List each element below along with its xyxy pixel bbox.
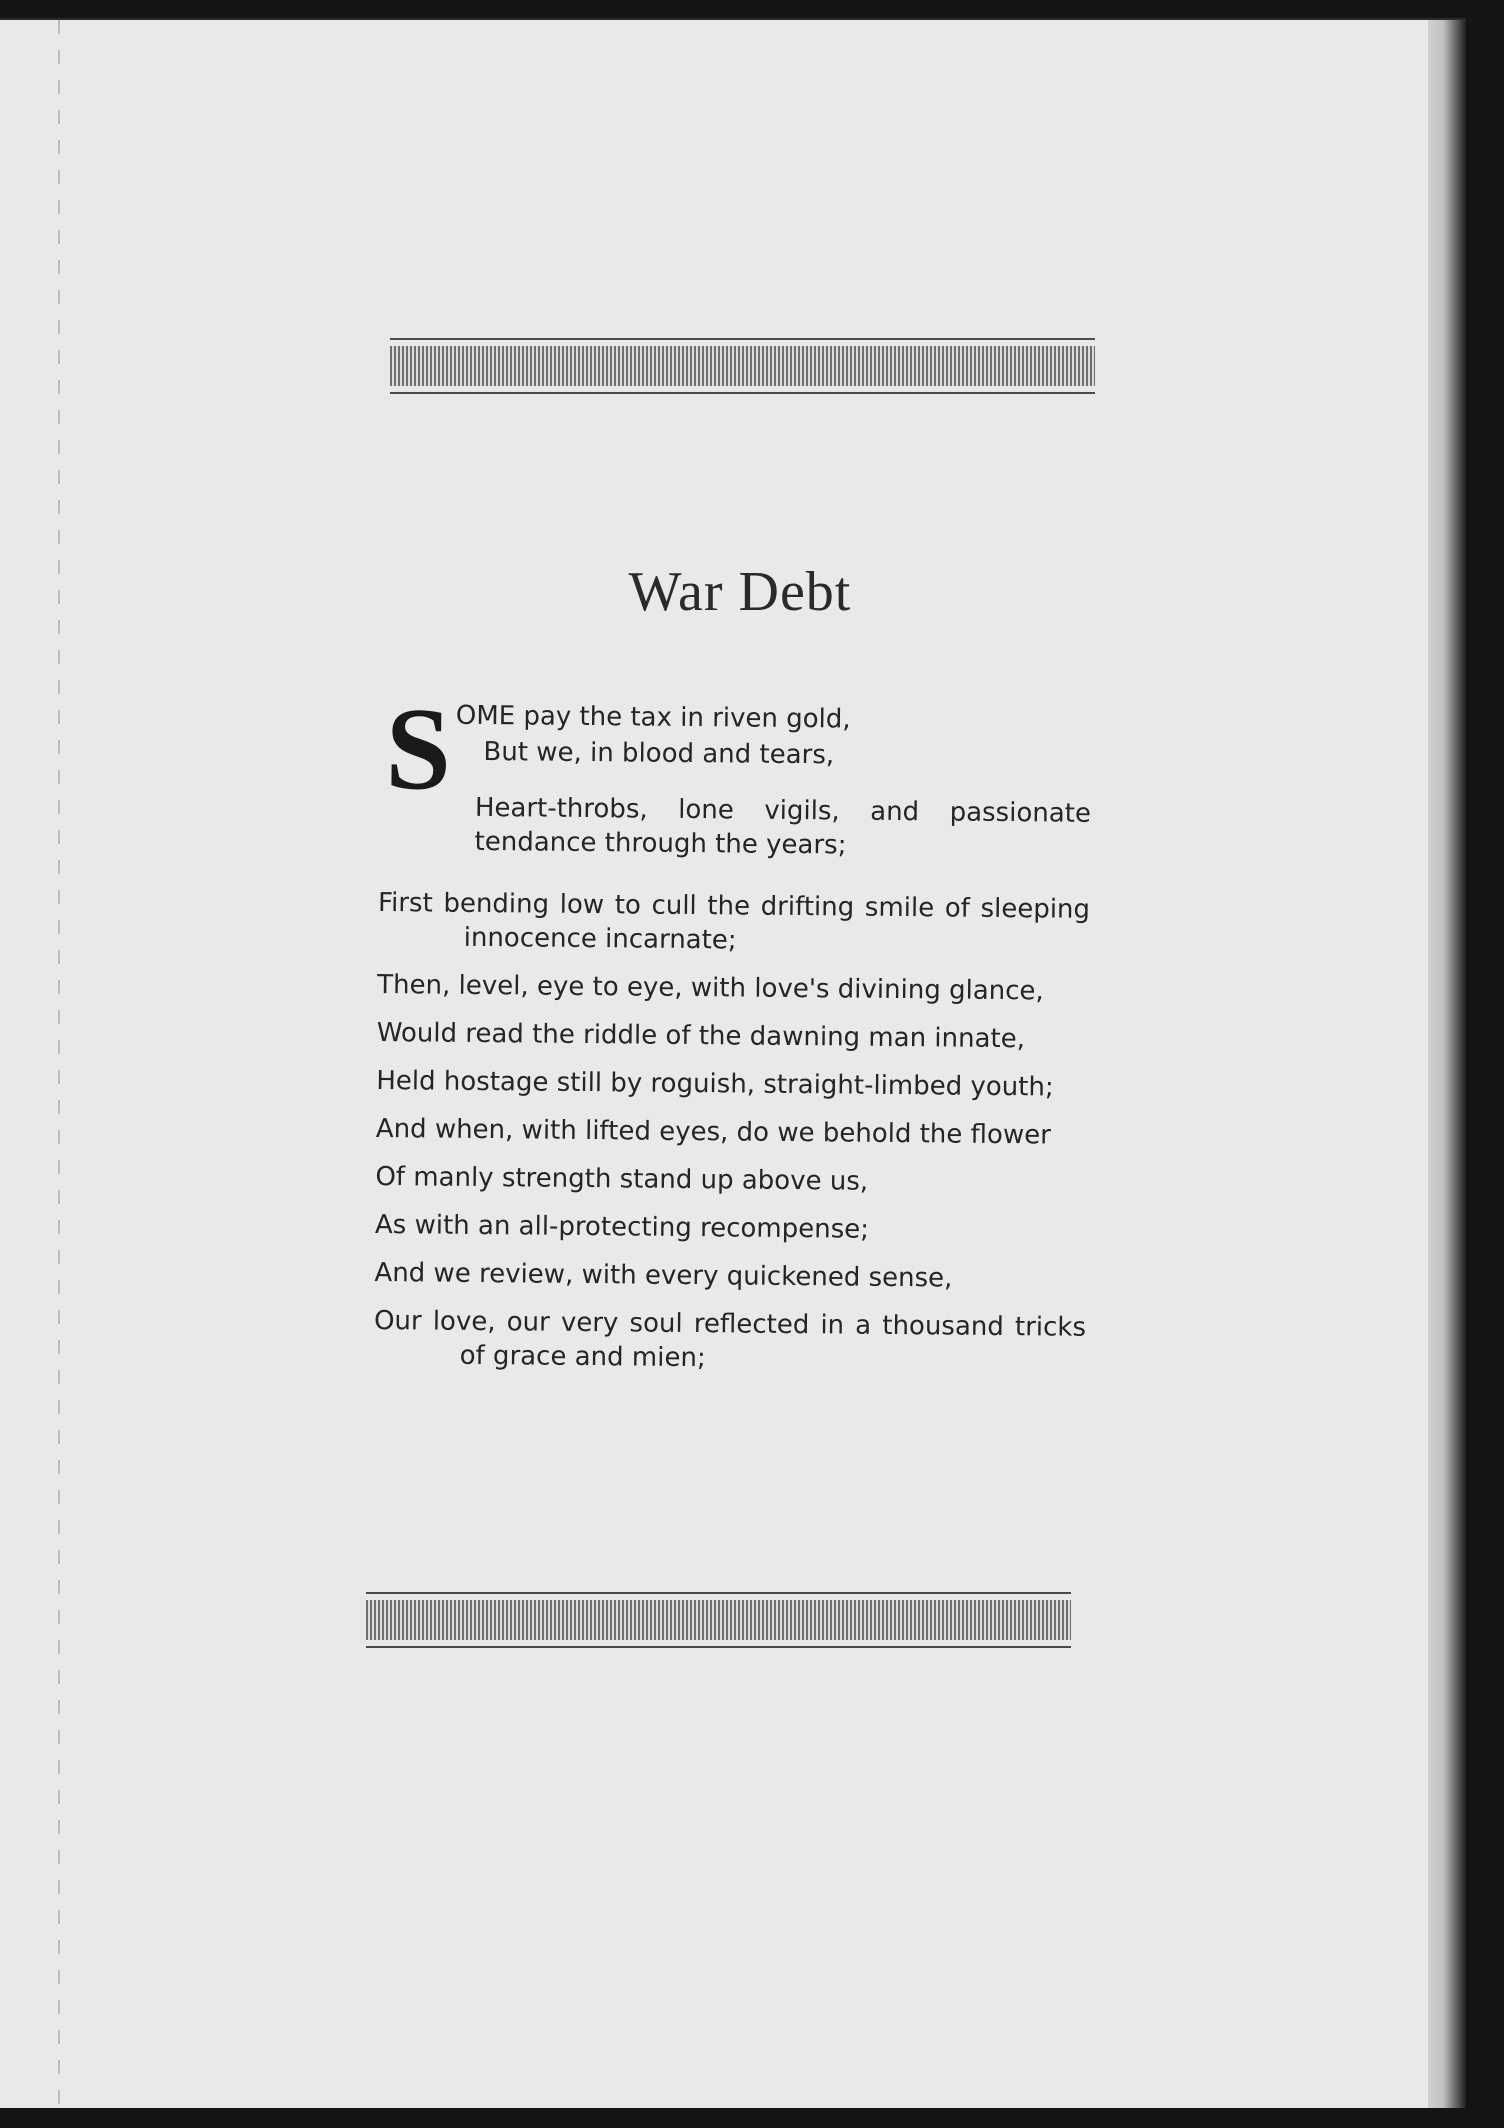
poem-line: And we review, with every quickened sense,	[374, 1257, 953, 1294]
top-ornamental-rule	[390, 338, 1095, 394]
bottom-ornamental-rule	[366, 1592, 1071, 1648]
poem-line: OME pay the tax in riven gold,	[455, 700, 851, 735]
poem-line: Heart-throbs, lone vigils, and passionate tendance through the years;	[474, 792, 1092, 861]
poem-line: Of manly strength stand up above us,	[375, 1161, 869, 1197]
poem-line: Our love, our very soul reflected in a thousand tricks of grace and mien;	[373, 1305, 1087, 1374]
poem-title: War Debt	[628, 561, 852, 623]
opening-stanza	[378, 683, 1092, 893]
poem-line: And when, with lifted eyes, do we behold the flower	[375, 1113, 1051, 1151]
drop-cap: S	[384, 683, 452, 815]
poem-line: As with an all-protecting recompense;	[374, 1209, 870, 1245]
page-gutter	[58, 20, 60, 2108]
poem-line: First bending low to cull the drifting smile of sleeping innocence incarnate;	[377, 887, 1091, 956]
book-page	[0, 18, 1466, 2108]
poem-line: Would read the riddle of the dawning man innate,	[376, 1017, 1026, 1055]
poem-body	[373, 683, 1092, 1393]
poem-line: Held hostage still by roguish, straight-limbed youth;	[376, 1065, 1054, 1103]
page-edge	[1428, 20, 1466, 2108]
poem-line: Then, level, eye to eye, with love's divining glance,	[377, 969, 1044, 1007]
poem-line: But we, in blood and tears,	[483, 736, 835, 771]
